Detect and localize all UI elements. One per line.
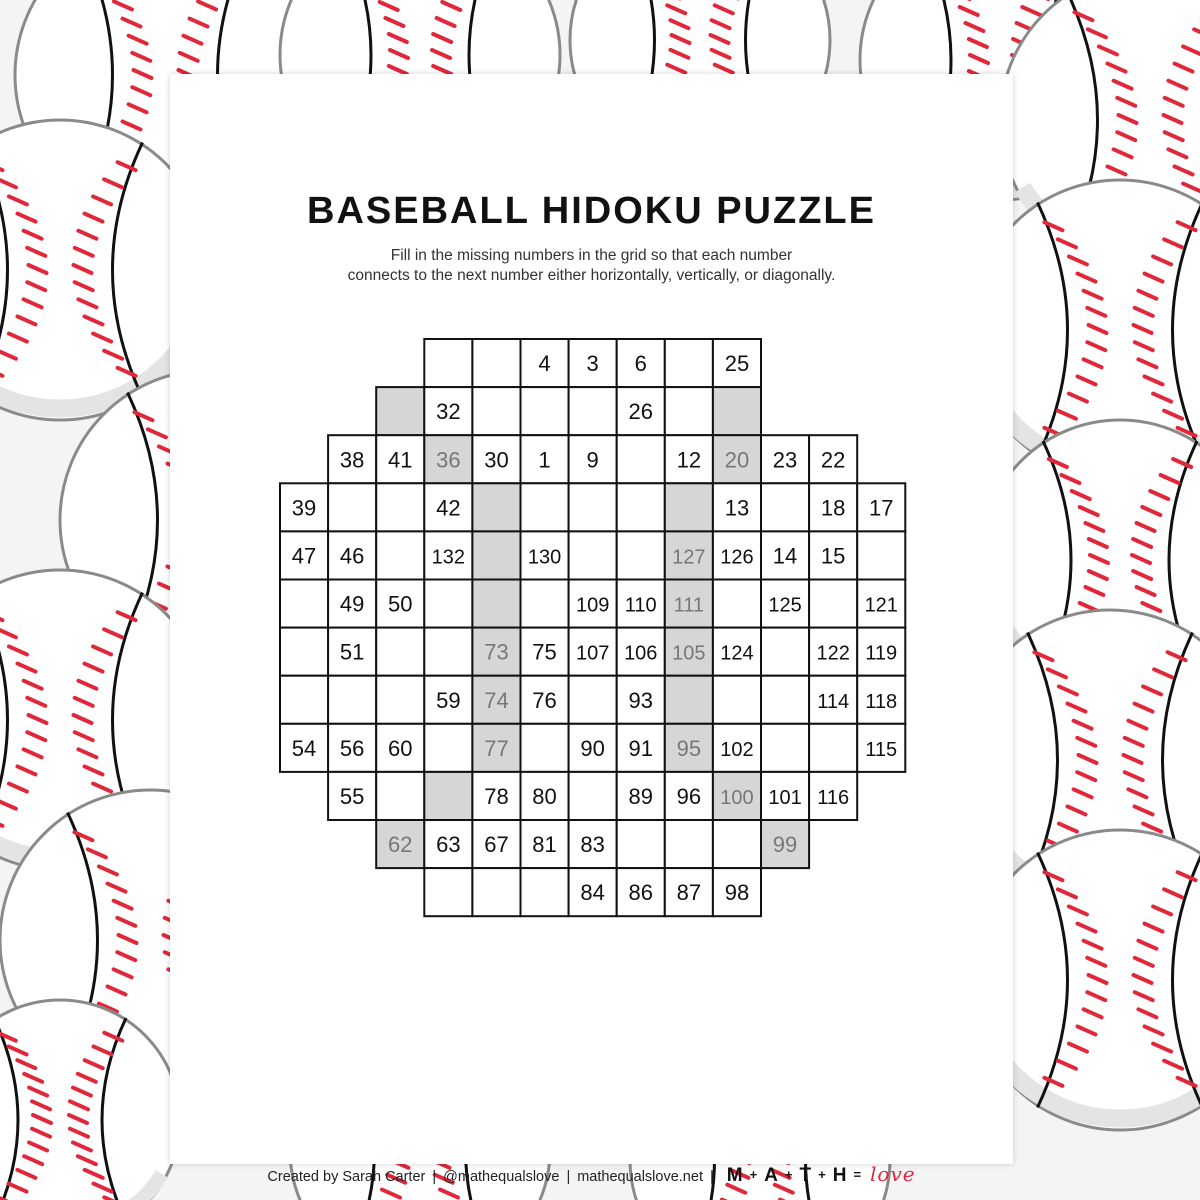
grid-cell[interactable] [424,868,472,916]
logo-letter: A [764,1165,779,1186]
grid-cell[interactable] [376,676,424,724]
grid-cell-number: 100 [720,786,754,809]
grid-cell[interactable] [280,628,328,676]
grid-cell-number: 74 [484,687,509,713]
grid-cell-number: 62 [388,832,413,858]
grid-cell[interactable] [328,483,376,531]
grid-cell-number: 73 [484,639,509,665]
grid-cell-number: 89 [628,783,653,809]
grid-cell-number: 78 [484,783,509,809]
grid-cell[interactable] [280,580,328,628]
logo-plus: + [818,1167,827,1182]
grid-cell-number: 83 [580,832,605,858]
grid-cell-number: 26 [628,399,653,425]
grid-cell-number: 119 [865,642,898,665]
grid-cell[interactable] [521,724,569,772]
grid-cell-number: 105 [672,642,706,665]
grid-cell[interactable] [617,483,665,531]
footer-separator: | [432,1169,437,1185]
logo-plus: + [749,1167,759,1182]
grid-cell-number: 50 [388,591,413,617]
grid-cell-number: 55 [339,783,365,809]
grid-cell-number: 81 [532,832,557,858]
grid-cell[interactable] [424,339,472,387]
grid-cell-number: 56 [339,735,365,761]
grid-cell[interactable] [569,531,617,579]
grid-cell-number: 76 [532,687,557,713]
grid-cell[interactable] [809,724,857,772]
grid-cell-shaded[interactable] [376,387,424,435]
grid-cell-number: 63 [436,832,461,858]
grid-cell[interactable] [569,387,617,435]
grid-cell-number: 98 [724,880,750,906]
grid-cell-number: 90 [580,735,605,761]
grid-cell-number: 86 [628,880,653,906]
grid-cell[interactable] [857,531,905,579]
grid-cell[interactable] [761,483,809,531]
grid-cell[interactable] [376,628,424,676]
grid-cell[interactable] [617,435,665,483]
grid-cell-number: 51 [339,639,365,665]
grid-cell-number: 80 [532,783,557,809]
grid-cell-number: 39 [291,495,317,521]
grid-cell-number: 54 [291,735,317,761]
grid-cell-number: 96 [676,783,702,809]
footer-credit: Created by Sarah Carter [267,1169,426,1185]
grid-cell-number: 25 [724,351,750,377]
grid-cell[interactable] [665,820,713,868]
grid-cell-number: 23 [772,447,798,473]
grid-cell-shaded[interactable] [713,387,761,435]
grid-cell[interactable] [713,580,761,628]
grid-cell[interactable] [521,483,569,531]
grid-cell-number: 121 [864,594,898,617]
grid-cell[interactable] [424,628,472,676]
grid-cell[interactable] [328,676,376,724]
grid-cell[interactable] [521,868,569,916]
grid-cell-number: 32 [436,399,461,425]
grid-cell-number: 22 [820,447,846,473]
grid-cell[interactable] [665,339,713,387]
grid-cell-number: 77 [484,735,509,761]
grid-cell-number: 124 [720,642,754,665]
grid-cell-number: 67 [484,832,509,858]
footer-separator: | [566,1169,571,1185]
grid-cell[interactable] [472,868,520,916]
grid-cell-number: 101 [768,786,802,809]
grid-cell-number: 87 [676,880,702,906]
logo-equals: = [853,1167,863,1182]
grid-cell-shaded[interactable] [424,772,472,820]
grid-cell-number: 122 [816,642,850,665]
grid-cell-number: 42 [436,495,461,521]
grid-cell[interactable] [761,628,809,676]
logo-plus: + [784,1167,794,1182]
logo-letter: M [726,1165,744,1186]
grid-cell-number: 132 [431,546,466,569]
grid-cell-number: 59 [436,687,461,713]
grid-cell-number: 102 [720,738,754,761]
footer-handle: @mathequalslove [443,1169,560,1185]
grid-cell[interactable] [809,580,857,628]
grid-cell-number: 46 [339,543,365,569]
grid-cell-number: 130 [527,546,562,569]
grid-cell-number: 12 [676,447,702,473]
grid-cell-number: 49 [339,591,365,617]
grid-cell[interactable] [617,820,665,868]
grid-cell-number: 60 [388,735,413,761]
grid-cell-number: 9 [586,447,599,473]
grid-cell-number: 4 [538,351,551,377]
grid-cell-number: 95 [676,735,702,761]
grid-cell-number: 127 [672,546,706,569]
grid-cell[interactable] [424,580,472,628]
instructions-line-2: connects to the next number either horizontally, vertically, or diagonally. [347,267,836,284]
grid-cell-number: 110 [624,594,657,617]
grid-cell-number: 1 [538,447,551,473]
grid-cell-number: 107 [575,642,610,665]
grid-cell-number: 38 [339,447,365,473]
grid-cell[interactable] [713,820,761,868]
grid-cell[interactable] [761,724,809,772]
grid-cell[interactable] [569,772,617,820]
grid-cell-number: 118 [865,690,898,713]
grid-cell-number: 111 [673,594,705,617]
grid-cell-number: 36 [436,447,461,473]
grid-cell-number: 84 [580,880,605,906]
grid-cell-shaded[interactable] [472,531,520,579]
grid-cell[interactable] [569,676,617,724]
grid-cell-number: 41 [388,447,413,473]
grid-cell-number: 30 [484,447,509,473]
grid-cell-number: 91 [628,735,653,761]
grid-cell-number: 15 [820,543,846,569]
grid-cell[interactable] [617,531,665,579]
grid-cell-number: 3 [586,351,599,377]
grid-cell-number: 93 [628,687,653,713]
grid-cell-number: 75 [532,639,557,665]
grid-cell[interactable] [521,580,569,628]
grid-cell-shaded[interactable] [665,676,713,724]
grid-cell-shaded[interactable] [472,483,520,531]
grid-cell[interactable] [472,387,520,435]
grid-cell[interactable] [521,387,569,435]
grid-cell-shaded[interactable] [665,483,713,531]
grid-cell[interactable] [569,483,617,531]
grid-cell[interactable] [376,531,424,579]
grid-cell-number: 109 [575,594,610,617]
grid-cell-number: 114 [817,690,850,713]
logo-letter: H [832,1165,848,1186]
grid-cell-shaded[interactable] [472,580,520,628]
logo-love-word: love [870,1162,916,1186]
grid-cell[interactable] [713,676,761,724]
grid-cell[interactable] [424,724,472,772]
grid-cell-number: 47 [291,543,317,569]
grid-cell-number: 126 [720,546,754,569]
grid-cell[interactable] [472,339,520,387]
grid-cell-number: 14 [772,543,798,569]
grid-cell[interactable] [761,676,809,724]
grid-cell[interactable] [665,387,713,435]
grid-cell[interactable] [376,772,424,820]
page-title: BASEBALL HIDOKU PUZZLE [307,190,876,232]
grid-cell-number: 17 [869,495,894,521]
grid-cell-number: 13 [724,495,750,521]
footer-website: mathequalslove.net [577,1169,703,1185]
grid-cell-number: 18 [820,495,846,521]
logo-letter: T [799,1165,813,1186]
footer-separator: | [709,1169,714,1185]
grid-cell-number: 116 [817,786,850,809]
grid-cell-number: 6 [634,351,647,377]
grid-cell-number: 106 [624,642,658,665]
grid-cell-number: 20 [724,447,750,473]
grid-cell[interactable] [280,676,328,724]
grid-cell-number: 115 [865,738,898,761]
instructions-line-1: Fill in the missing numbers in the grid so that each number [390,247,793,264]
grid-cell-number: 125 [768,594,802,617]
grid-cell[interactable] [376,483,424,531]
grid-cell-number: 99 [772,832,798,858]
